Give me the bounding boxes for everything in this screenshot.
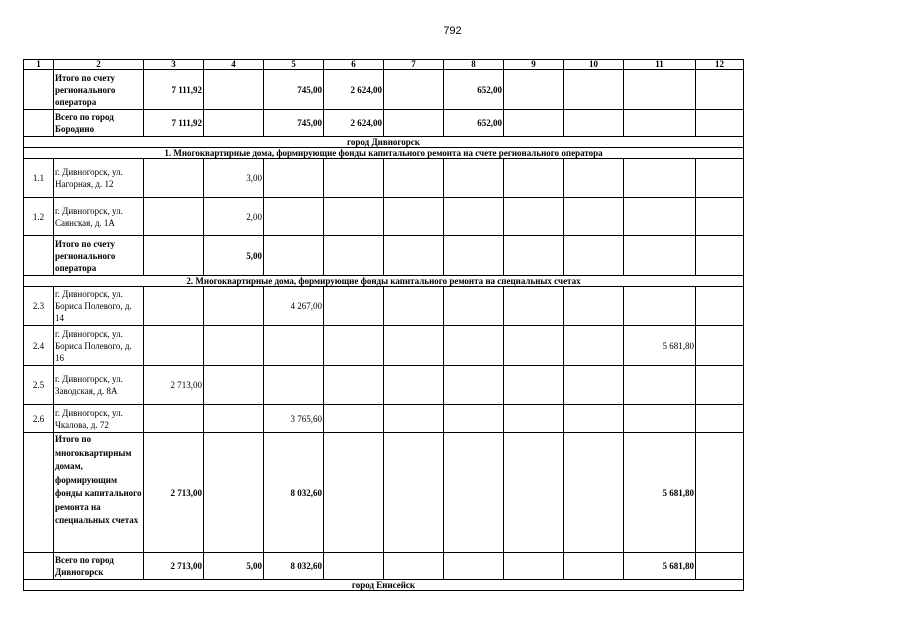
table-row xyxy=(24,236,744,276)
section-row xyxy=(24,148,744,159)
header-cell: 8 xyxy=(444,60,504,70)
header-cell: 9 xyxy=(504,60,564,70)
table-row xyxy=(24,553,744,580)
cell-value: 2 624,00 xyxy=(324,70,384,110)
section-row xyxy=(24,580,744,591)
row-index: 2.3 xyxy=(24,287,54,326)
row-label: г. Дивногорск, ул. Нагорная, д. 12 xyxy=(54,159,144,198)
cell-value: 5 681,80 xyxy=(624,433,696,553)
row-label: г. Дивногорск, ул. Чкалова, д. 72 xyxy=(54,405,144,433)
row-index: 1.2 xyxy=(24,198,54,236)
cell-value: 2 713,00 xyxy=(144,366,204,405)
table-row xyxy=(24,287,744,326)
table-row xyxy=(24,366,744,405)
capital-repair-table xyxy=(23,59,744,591)
cell-value: 652,00 xyxy=(444,70,504,110)
header-cell: 12 xyxy=(696,60,744,70)
table-row xyxy=(24,405,744,433)
table-row xyxy=(24,433,744,553)
section-row xyxy=(24,137,744,148)
row-index: 2.5 xyxy=(24,366,54,405)
row-label: Итого по счету регионального оператора xyxy=(54,236,144,276)
row-label: Всего по город Бородино xyxy=(54,110,144,137)
row-label: г. Дивногорск, ул. Саянская, д. 1А xyxy=(54,198,144,236)
page-number: 792 xyxy=(443,25,462,37)
row-label: г. Дивногорск, ул. Бориса Полевого, д. 14 xyxy=(54,287,144,326)
table-row xyxy=(24,159,744,198)
cell-value: 8 032,60 xyxy=(264,553,324,580)
cell-value: 5,00 xyxy=(204,236,264,276)
table-row xyxy=(24,326,744,366)
header-cell: 2 xyxy=(54,60,144,70)
cell-value: 5 681,80 xyxy=(624,553,696,580)
row-label: г. Дивногорск, ул. Бориса Полевого, д. 16 xyxy=(54,326,144,366)
cell-value: 7 111,92 xyxy=(144,70,204,110)
cell-value: 8 032,60 xyxy=(264,433,324,553)
row-label: Всего по город Дивногорск xyxy=(54,553,144,580)
cell-value: 652,00 xyxy=(444,110,504,137)
header-cell: 1 xyxy=(24,60,54,70)
cell-value: 2 713,00 xyxy=(144,433,204,553)
header-cell: 4 xyxy=(204,60,264,70)
row-index: 1.1 xyxy=(24,159,54,198)
row-label: Итого по счету регионального оператора xyxy=(54,70,144,110)
cell-value: 2 713,00 xyxy=(144,553,204,580)
section-row xyxy=(24,276,744,287)
cell-value: 3,00 xyxy=(204,159,264,198)
section-heading: 1. Многоквартирные дома, формирующие фонды капитального ремонта на счете регионального оператора xyxy=(24,148,744,159)
city-heading: город Енисейск xyxy=(24,580,744,591)
table-row xyxy=(24,198,744,236)
row-index: 2.4 xyxy=(24,326,54,366)
cell-value: 2 624,00 xyxy=(324,110,384,137)
row-label: г. Дивногорск, ул. Заводская, д. 8А xyxy=(54,366,144,405)
cell-value: 7 111,92 xyxy=(144,110,204,137)
cell-value: 5 681,80 xyxy=(624,326,696,366)
cell-value: 745,00 xyxy=(264,70,324,110)
header-cell: 7 xyxy=(384,60,444,70)
header-cell: 3 xyxy=(144,60,204,70)
cell-value: 745,00 xyxy=(264,110,324,137)
table-row xyxy=(24,110,744,137)
row-label: Итого по многоквартирным домам, формирующим фонды капитального ремонта на специальных счетах xyxy=(54,433,144,553)
header-cell: 6 xyxy=(324,60,384,70)
table-row xyxy=(24,70,744,110)
cell-value: 4 267,00 xyxy=(264,287,324,326)
cell-value: 5,00 xyxy=(204,553,264,580)
cell-value: 2,00 xyxy=(204,198,264,236)
section-heading: 2. Многоквартирные дома, формирующие фонды капитального ремонта на специальных счетах xyxy=(24,276,744,287)
cell-value: 3 765,60 xyxy=(264,405,324,433)
row-index: 2.6 xyxy=(24,405,54,433)
header-cell: 11 xyxy=(624,60,696,70)
header-row xyxy=(24,60,744,70)
header-cell: 10 xyxy=(564,60,624,70)
city-heading: город Дивногорск xyxy=(24,137,744,148)
header-cell: 5 xyxy=(264,60,324,70)
